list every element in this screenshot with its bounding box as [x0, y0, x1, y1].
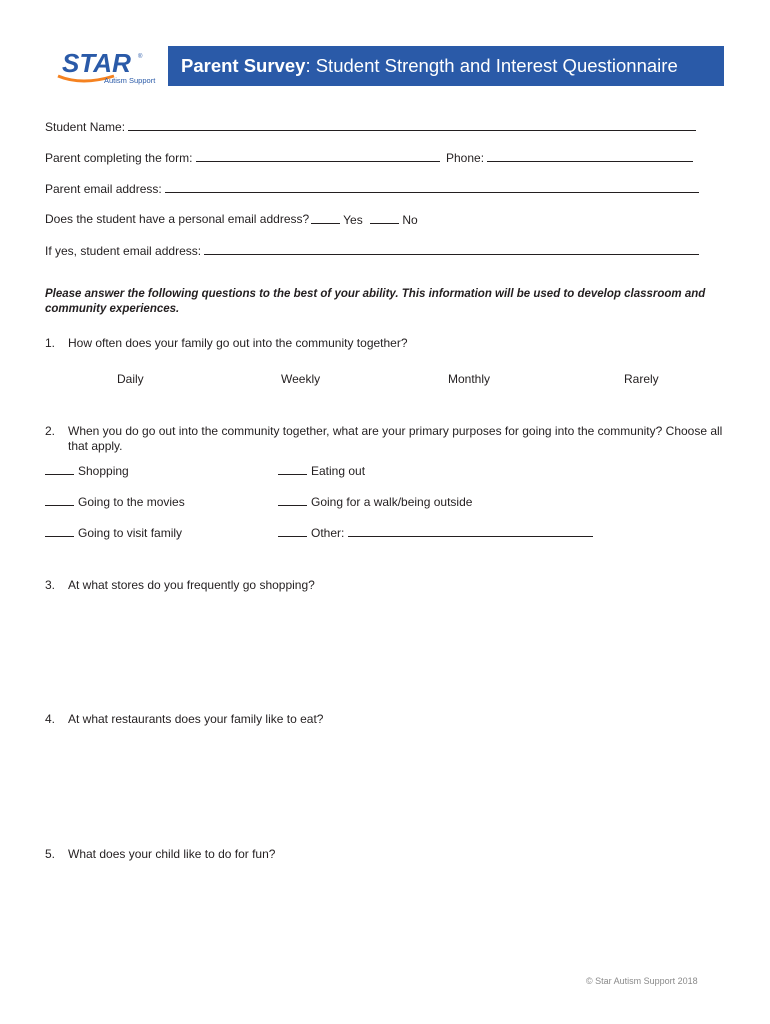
answer-area-5[interactable]: [45, 867, 725, 967]
phone-field[interactable]: [446, 150, 693, 165]
student-email-line[interactable]: [204, 243, 699, 255]
purpose-option-eating-out[interactable]: [278, 463, 365, 478]
parent-email-field[interactable]: [45, 181, 699, 196]
title-rest: : Student Strength and Interest Questionnaire: [305, 55, 678, 76]
parent-completing-label: Parent completing the form:: [45, 151, 193, 165]
copyright-footer: © Star Autism Support 2018: [586, 976, 698, 986]
question-2: [45, 424, 725, 456]
parent-completing-field[interactable]: [45, 150, 440, 165]
checkbox-line[interactable]: [45, 494, 74, 506]
frequency-option-weekly[interactable]: Weekly: [281, 372, 321, 386]
phone-line[interactable]: [487, 150, 693, 162]
question-number: 4.: [45, 712, 56, 726]
purpose-option-movies[interactable]: [45, 494, 185, 509]
option-label: Going to visit family: [78, 526, 183, 540]
yes-label: Yes: [343, 213, 363, 227]
instructions: Please answer the following questions to the best of your ability. This information will be used to develop classroom and community experiences.: [45, 288, 706, 315]
parent-email-label: Parent email address:: [45, 182, 162, 196]
checkbox-line[interactable]: [278, 463, 307, 475]
checkbox-line[interactable]: [45, 463, 74, 475]
frequency-option-daily[interactable]: Daily: [117, 372, 144, 386]
question-text: How often does your family go out into the community together?: [68, 336, 408, 350]
purpose-option-walk[interactable]: [278, 494, 472, 509]
frequency-option-monthly[interactable]: Monthly: [448, 372, 491, 386]
parent-completing-line[interactable]: [196, 150, 440, 162]
other-line[interactable]: [348, 525, 593, 537]
svg-text:STAR: STAR: [62, 48, 131, 78]
no-option[interactable]: [370, 212, 418, 227]
answer-area-3[interactable]: [45, 598, 725, 703]
star-autism-support-logo: [52, 46, 162, 86]
frequency-option-rarely[interactable]: Rarely: [624, 372, 659, 386]
parent-email-line[interactable]: [165, 181, 699, 193]
purpose-option-other[interactable]: [278, 525, 593, 540]
option-label: Going to the movies: [78, 495, 185, 509]
option-label: Other:: [311, 526, 345, 540]
option-label: Shopping: [78, 464, 129, 478]
purpose-option-shopping[interactable]: [45, 463, 129, 478]
page-title: [168, 46, 724, 86]
question-text: What does your child like to do for fun?: [68, 847, 276, 861]
question-number: 3.: [45, 578, 56, 592]
student-email-question-label: Does the student have a personal email address?: [45, 212, 310, 226]
checkbox-line[interactable]: [278, 525, 307, 537]
question-number: 2.: [45, 424, 56, 438]
question-text: When you do go out into the community together, what are your primary purposes for going into the community? Choose all that apply.: [68, 424, 723, 453]
yes-option[interactable]: [311, 212, 363, 227]
svg-text:Autism Support: Autism Support: [104, 76, 156, 85]
answer-area-4[interactable]: [45, 732, 725, 837]
student-name-line[interactable]: [128, 119, 696, 131]
title-bold: Parent Survey: [181, 55, 306, 76]
question-5: [45, 847, 725, 863]
question-1: [45, 336, 725, 352]
purpose-option-visit-family[interactable]: [45, 525, 182, 540]
student-email-field[interactable]: [45, 243, 699, 258]
question-number: 1.: [45, 336, 56, 350]
question-number: 5.: [45, 847, 56, 861]
checkbox-line[interactable]: [45, 525, 74, 537]
yes-line[interactable]: [311, 212, 340, 224]
option-label: Eating out: [311, 464, 366, 478]
no-label: No: [402, 213, 418, 227]
question-text: At what restaurants does your family like to eat?: [68, 712, 324, 726]
student-name-field[interactable]: [45, 119, 696, 134]
checkbox-line[interactable]: [278, 494, 307, 506]
svg-text:®: ®: [138, 54, 143, 60]
question-3: [45, 578, 725, 594]
student-email-label: If yes, student email address:: [45, 244, 202, 258]
no-line[interactable]: [370, 212, 399, 224]
phone-label: Phone:: [446, 151, 485, 165]
question-4: [45, 712, 725, 728]
option-label: Going for a walk/being outside: [311, 495, 473, 509]
student-name-label: Student Name:: [45, 120, 126, 134]
student-email-question: [45, 212, 309, 226]
question-text: At what stores do you frequently go shopping?: [68, 578, 315, 592]
